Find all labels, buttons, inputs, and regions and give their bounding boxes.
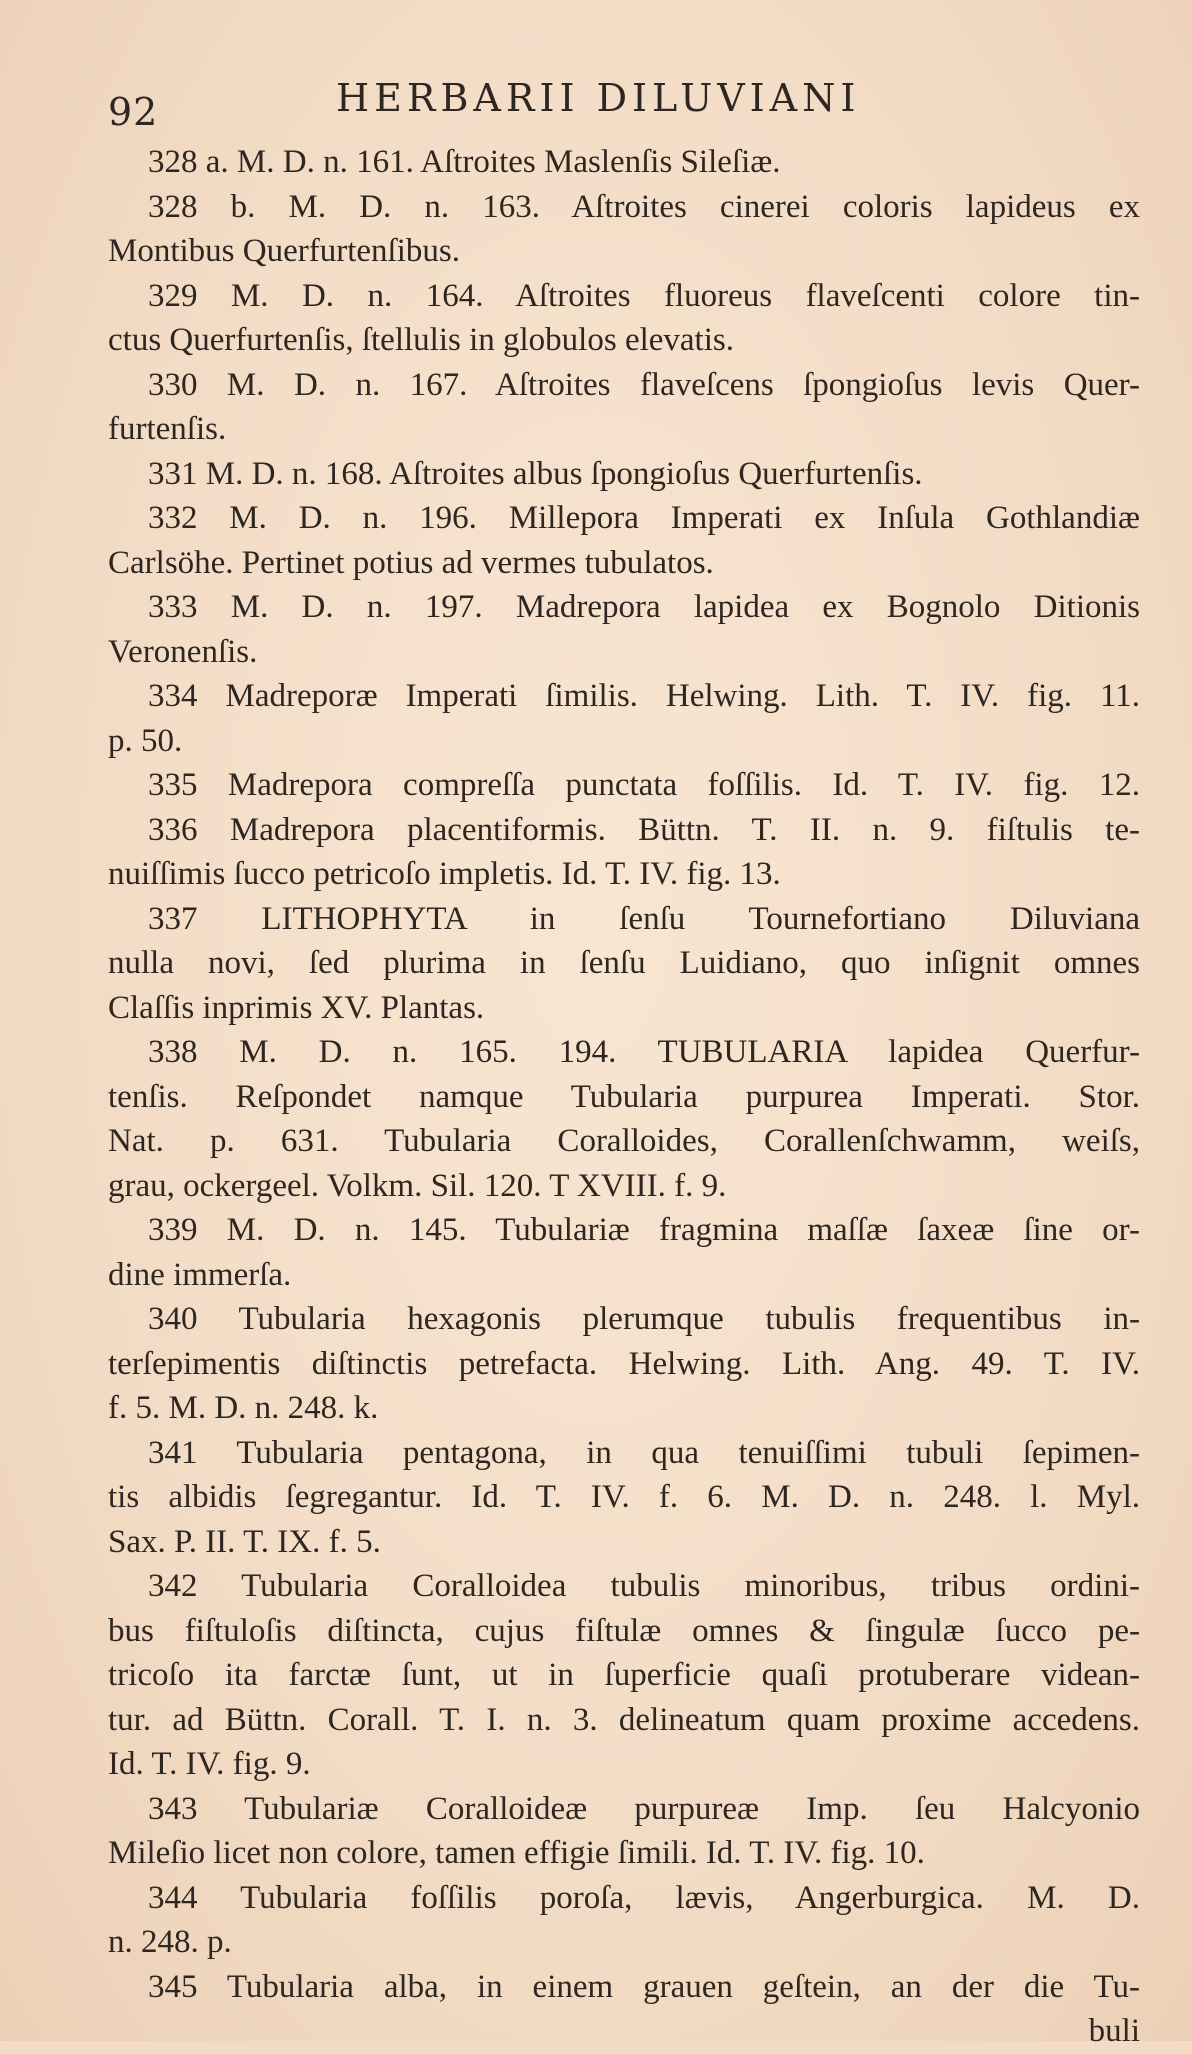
text-line: Montibus Querfurtenſibus.: [108, 233, 460, 269]
text-line: tenſis. Reſpondet namque Tubularia purpurea Imperati. Stor.: [108, 1078, 1140, 1115]
text-line: Sax. P. II. T. IX. f. 5.: [108, 1523, 381, 1560]
text-line: 330 M. D. n. 167. Aſtroites flaveſcens ſpongioſus levis Quer-: [148, 366, 1140, 403]
text-line: Veronenſis.: [108, 633, 258, 670]
text-line: ctus Querfurtenſis, ſtellulis in globulos elevatis.: [108, 322, 734, 358]
text-line: n. 248. p.: [108, 1924, 232, 1960]
text-line: tur. ad Büttn. Corall. T. I. n. 3. delineatum quam proxime accedens.: [108, 1701, 1140, 1738]
text-line: 336 Madrepora placentiformis. Büttn. T. II. n. 9. fiſtulis te-: [148, 811, 1140, 848]
text-line: 329 M. D. n. 164. Aſtroites fluoreus flaveſcenti colore tin-: [148, 277, 1140, 314]
text-body: [108, 140, 1140, 2054]
text-line: grau, ockergeel. Volkm. Sil. 120. T XVIII. f. 9.: [108, 1167, 727, 1204]
text-line: 328 a. M. D. n. 161. Aſtroites Maslenſis Sileſiæ.: [148, 144, 781, 180]
text-line: Carlsöhe. Pertinet potius ad vermes tubulatos.: [108, 544, 714, 581]
text-line: nulla novi, ſed plurima in ſenſu Luidiano, quo inſignit omnes: [108, 945, 1140, 981]
text-line: 337 LITHOPHYTA in ſenſu Tournefortiano Diluviana: [148, 900, 1140, 937]
text-line: nuiſſimis ſucco petricoſo impletis. Id. T. IV. fig. 13.: [108, 856, 781, 892]
text-line: 335 Madrepora compreſſa punctata foſſilis. Id. T. IV. fig. 12.: [148, 767, 1140, 803]
text-line: 334 Madreporæ Imperati ſimilis. Helwing. Lith. T. IV. fig. 11.: [148, 678, 1140, 714]
text-line: tis albidis ſegregantur. Id. T. IV. f. 6. M. D. n. 248. l. Myl.: [108, 1479, 1140, 1515]
text-line: tricoſo ita farctæ ſunt, ut in ſuperficie quaſi protuberare videan-: [108, 1657, 1140, 1693]
text-line: 343 Tubulariæ Coralloideæ purpureæ Imp. ſeu Halcyonio: [148, 1790, 1140, 1827]
text-line: p. 50.: [108, 722, 183, 759]
running-header: [108, 76, 1138, 136]
text-line: terſepimentis diſtinctis petrefacta. Helwing. Lith. Ang. 49. T. IV.: [108, 1345, 1140, 1382]
catchword: buli: [1088, 2013, 1140, 2049]
text-line: Nat. p. 631. Tubularia Coralloides, Corallenſchwamm, weiſs,: [108, 1123, 1140, 1159]
text-line: 344 Tubularia foſſilis poroſa, lævis, Angerburgica. M. D.: [148, 1879, 1140, 1916]
text-line: 339 M. D. n. 145. Tubulariæ fragmina maſſæ ſaxeæ ſine or-: [148, 1212, 1140, 1248]
text-line: furtenſis.: [108, 411, 227, 447]
text-line: 328 b. M. D. n. 163. Aſtroites cinerei coloris lapideus ex: [148, 188, 1140, 225]
text-line: Id. T. IV. fig. 9.: [108, 1746, 311, 1782]
text-line: 341 Tubularia pentagona, in qua tenuiſſimi tubuli ſepimen-: [148, 1434, 1140, 1471]
text-line: 331 M. D. n. 168. Aſtroites albus ſpongioſus Querfurtenſis.: [148, 455, 923, 492]
text-line: f. 5. M. D. n. 248. k.: [108, 1390, 379, 1426]
text-line: 340 Tubularia hexagonis plerumque tubulis frequentibus in-: [148, 1301, 1140, 1337]
page-title: HERBARII DILUVIANI: [336, 76, 861, 120]
page-number: 92: [108, 90, 159, 134]
text-line: 333 M. D. n. 197. Madrepora lapidea ex Bognolo Ditionis: [148, 589, 1140, 625]
text-line: Claſſis inprimis XV. Plantas.: [108, 989, 485, 1026]
text-line: Mileſio licet non colore, tamen effigie ſimili. Id. T. IV. fig. 10.: [108, 1835, 925, 1871]
text-line: 332 M. D. n. 196. Millepora Imperati ex Inſula Gothlandiæ: [148, 500, 1140, 536]
text-line: 338 M. D. n. 165. 194. TUBULARIA lapidea Querfur-: [148, 1034, 1140, 1070]
text-line: bus fiſtuloſis diſtincta, cujus fiſtulæ omnes & ſingulæ ſucco pe-: [108, 1612, 1140, 1649]
text-line: 342 Tubularia Coralloidea tubulis minoribus, tribus ordini-: [148, 1568, 1140, 1604]
text-line: dine immerſa.: [108, 1256, 292, 1293]
text-line: 345 Tubularia alba, in einem grauen geſtein, an der die Tu-: [148, 1968, 1140, 2005]
